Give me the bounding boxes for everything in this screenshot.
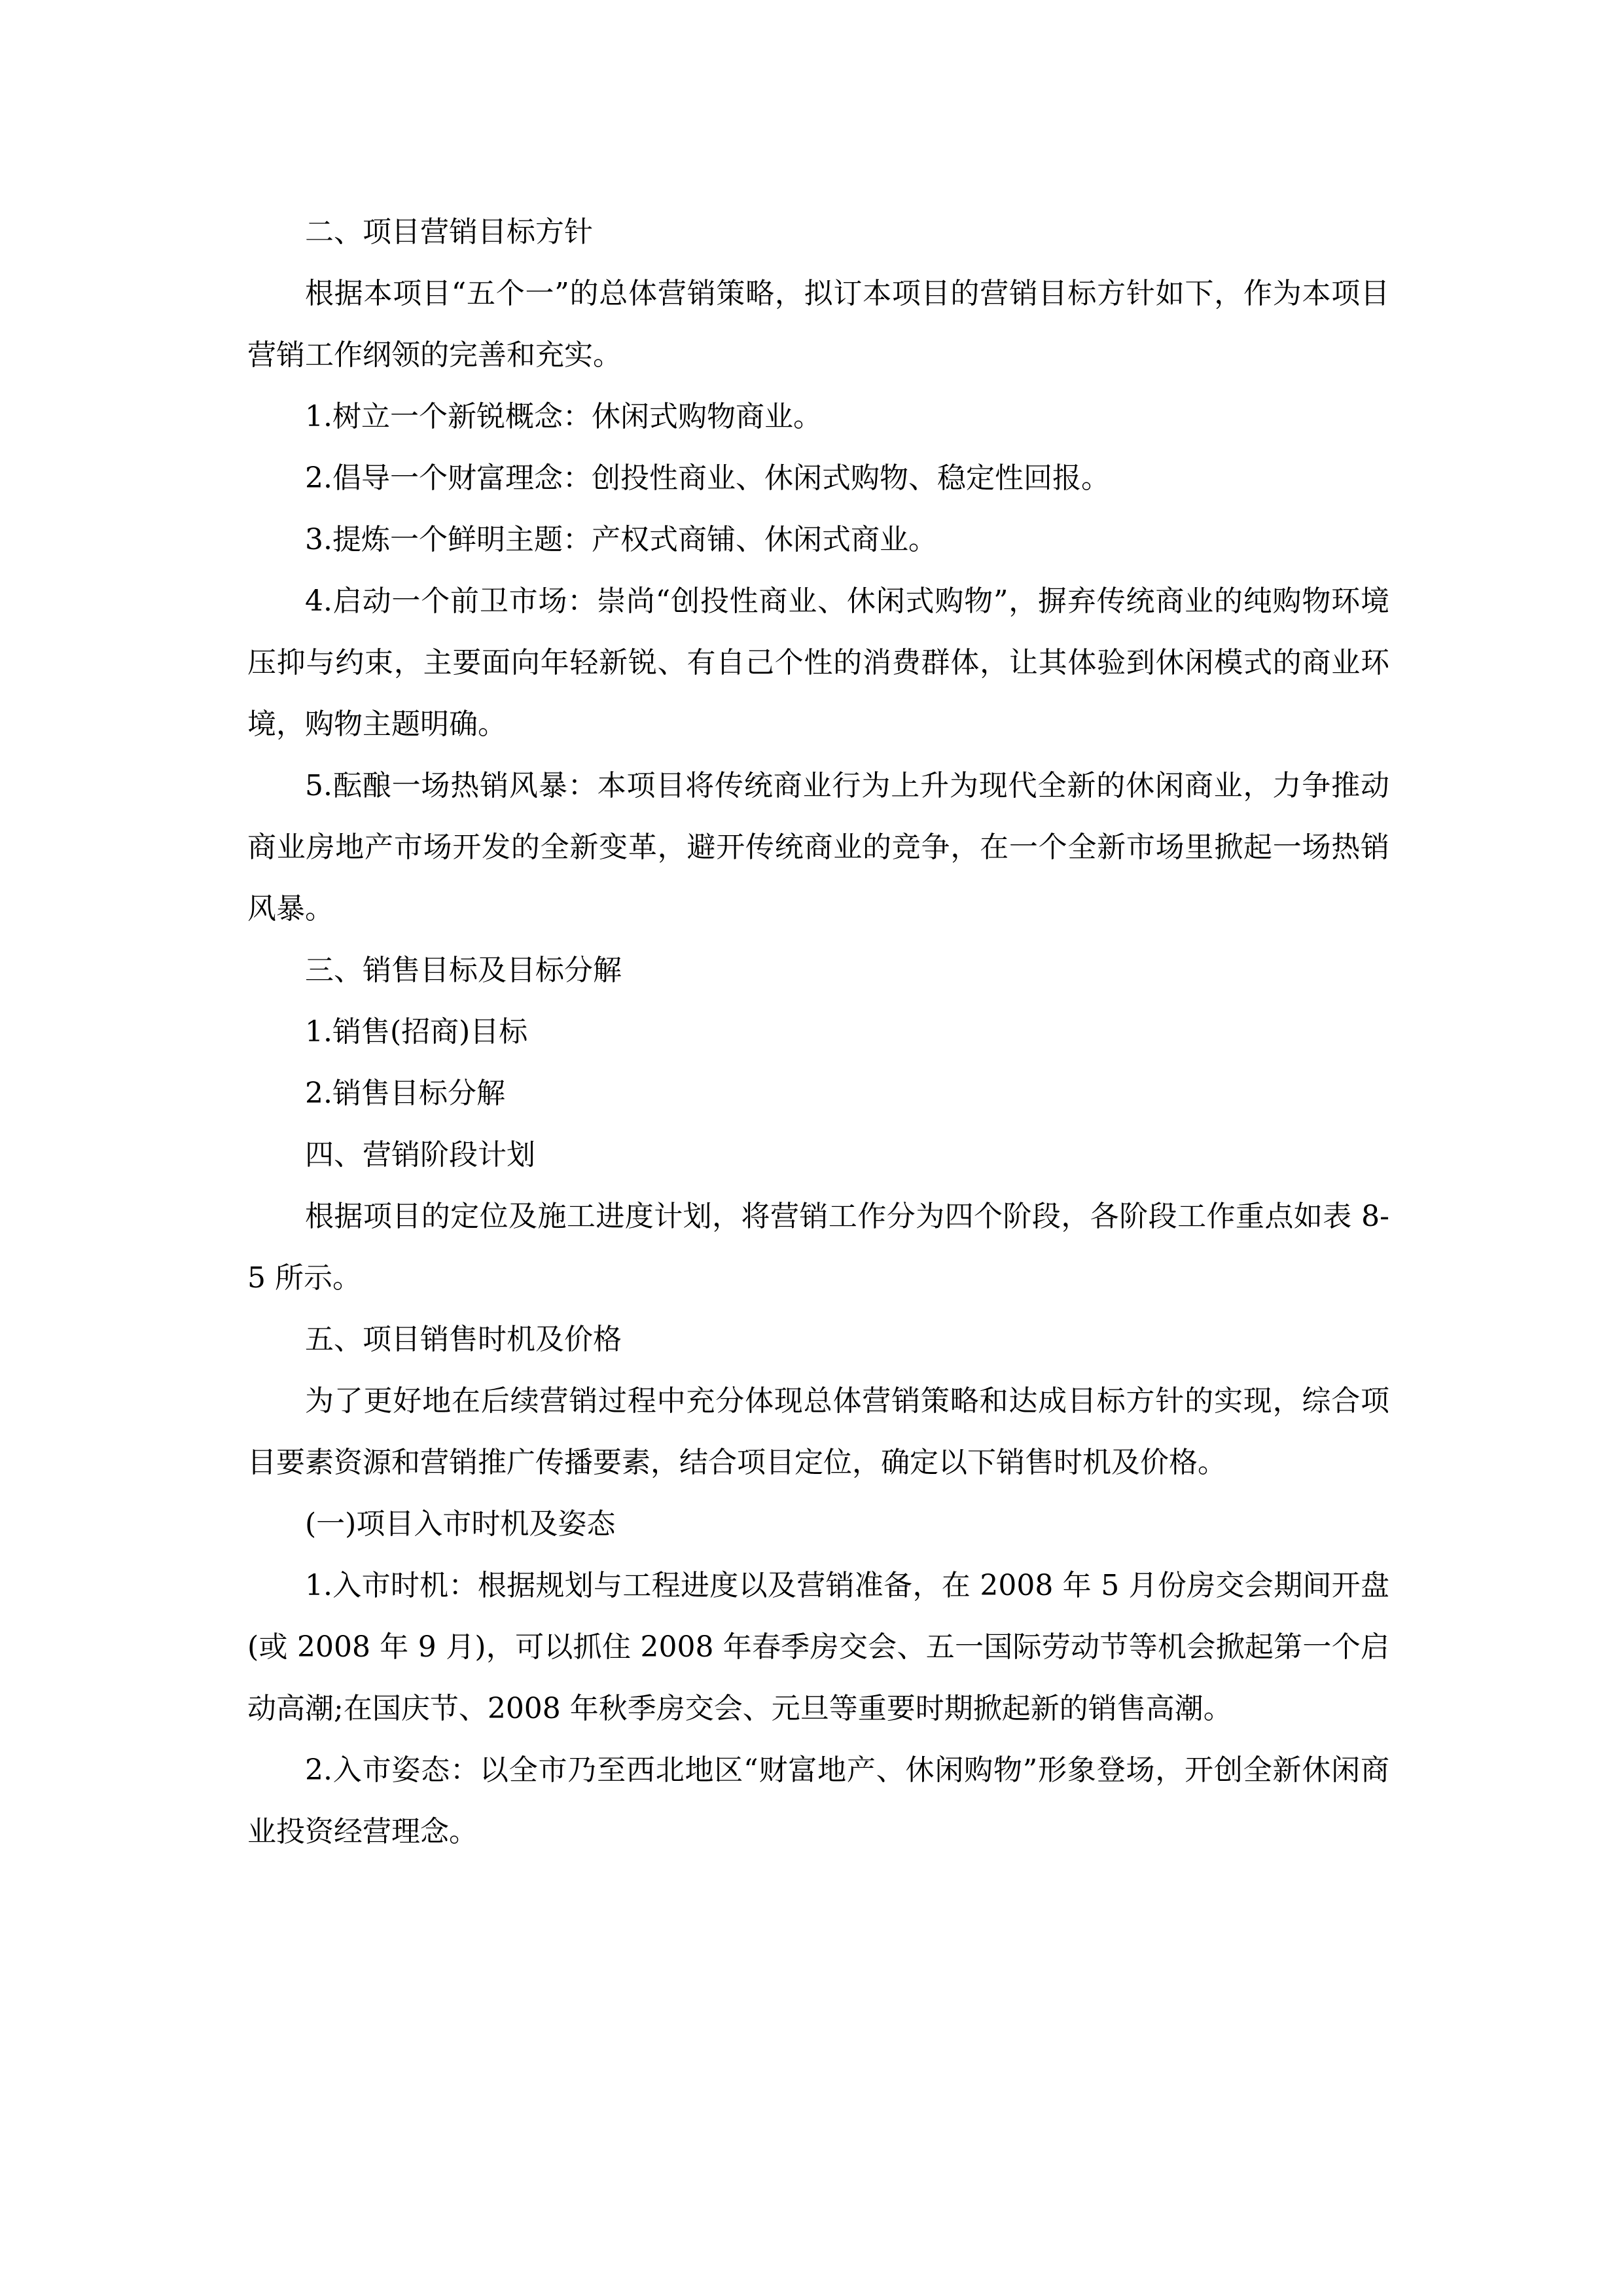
list-item: 1.入市时机：根据规划与工程进度以及营销准备，在 2008 年 5 月份房交会期间开盘(或 2008 年 9 月)，可以抓住 2008 年春季房交会、五一国际劳动节等机会掀起第一个启动高潮;在国庆节、2008 年秋季房交会、元旦等重要时期掀起新的销售高潮。 — [247, 1569, 1389, 1725]
paragraph: 根据本项目“五个一”的总体营销策略，拟订本项目的营销目标方针如下，作为本项目营销工作纲领的完善和充实。 — [247, 277, 1389, 372]
subsection-heading: (一)项目入市时机及姿态 — [305, 1507, 616, 1541]
list-item: 1.树立一个新锐概念：休闲式购物商业。 — [305, 400, 822, 433]
paragraph: 根据项目的定位及施工进度计划，将营销工作分为四个阶段，各阶段工作重点如表 8-5 所示。 — [247, 1200, 1389, 1295]
list-item: 1.销售(招商)目标 — [305, 1015, 528, 1049]
document-body — [247, 202, 1389, 1863]
section-heading: 二、项目营销目标方针 — [305, 215, 593, 249]
section-heading: 五、项目销售时机及价格 — [305, 1323, 622, 1356]
list-item: 2.销售目标分解 — [305, 1077, 505, 1110]
list-item: 2.倡导一个财富理念：创投性商业、休闲式购物、稳定性回报。 — [305, 461, 1110, 495]
list-item: 2.入市姿态：以全市乃至西北地区“财富地产、休闲购物”形象登场，开创全新休闲商业投资经营理念。 — [247, 1753, 1389, 1848]
paragraph: 为了更好地在后续营销过程中充分体现总体营销策略和达成目标方针的实现，综合项目要素资源和营销推广传播要素，结合项目定位，确定以下销售时机及价格。 — [247, 1384, 1389, 1479]
list-item: 3.提炼一个鲜明主题：产权式商铺、休闲式商业。 — [305, 523, 937, 556]
list-item: 4.启动一个前卫市场：崇尚“创投性商业、休闲式购物”，摒弃传统商业的纯购物环境压抑与约束，主要面向年轻新锐、有自己个性的消费群体，让其体验到休闲模式的商业环境，购物主题明确。 — [247, 584, 1389, 741]
list-item: 5.酝酿一场热销风暴：本项目将传统商业行为上升为现代全新的休闲商业，力争推动商业房地产市场开发的全新变革，避开传统商业的竞争，在一个全新市场里掀起一场热销风暴。 — [247, 769, 1389, 925]
section-heading: 三、销售目标及目标分解 — [305, 954, 622, 987]
section-heading: 四、营销阶段计划 — [305, 1138, 535, 1172]
